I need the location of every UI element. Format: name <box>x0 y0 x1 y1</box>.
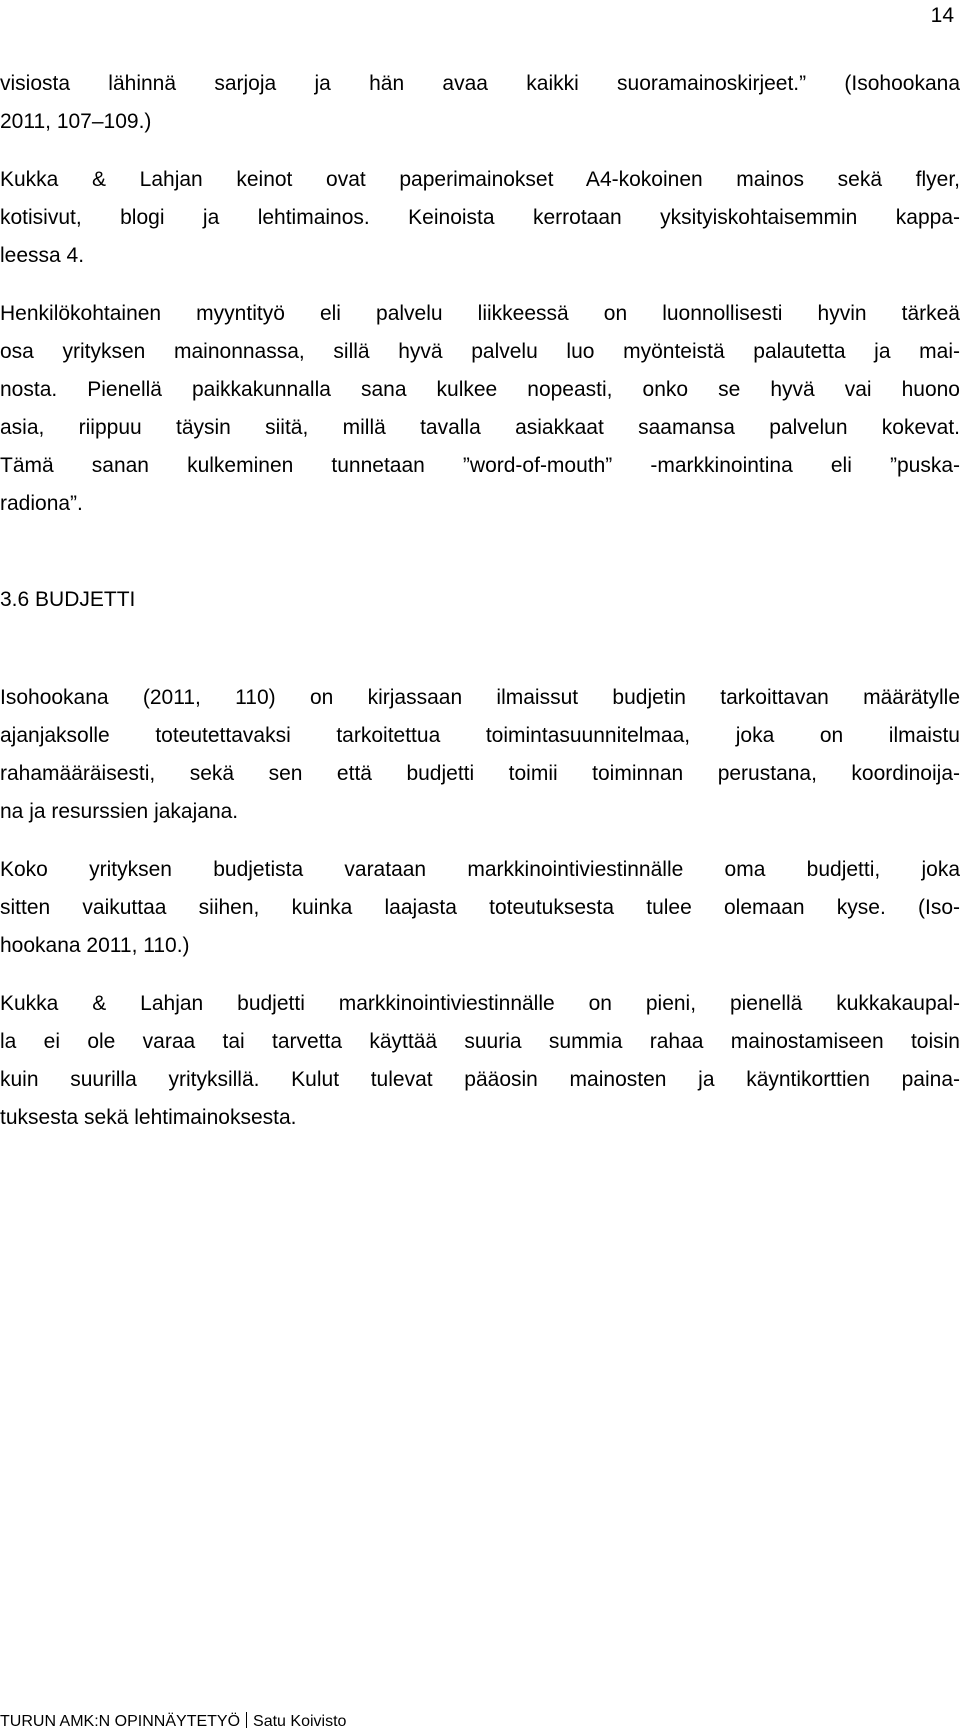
text-line: leessa 4. <box>0 244 85 267</box>
paragraph-quote-end <box>0 70 960 136</box>
paragraph-company-budget <box>0 990 960 1132</box>
paragraph-marketing-budget <box>0 856 960 960</box>
text-line: osa yrityksen mainonnassa, sillä hyvä palvelu luo myönteistä palautetta ja mai- <box>0 340 960 363</box>
text-line: visiosta lähinnä sarjoja ja hän avaa kaikki suoramainoskirjeet.” (Isohookana <box>0 72 960 95</box>
text-line: asia, riippuu täysin siitä, millä tavalla asiakkaat saamansa palvelun kokevat. <box>0 416 960 439</box>
footer-author: Satu Koivisto <box>253 1713 347 1730</box>
text-line: Kukka & Lahjan keinot ovat paperimainokset A4-kokoinen mainos sekä flyer, <box>0 168 960 191</box>
section-heading: 3.6 BUDJETTI <box>0 588 136 611</box>
document-body <box>0 70 960 1132</box>
page-footer <box>0 1712 346 1732</box>
text-line: kuin suurilla yrityksillä. Kulut tulevat pääosin mainosten ja käyntikorttien paina- <box>0 1068 960 1091</box>
paragraph-personal-selling <box>0 300 960 518</box>
text-line: tuksesta sekä lehtimainoksesta. <box>0 1106 297 1129</box>
paragraph-budget-definition <box>0 684 960 826</box>
text-line: Henkilökohtainen myyntityö eli palvelu liikkeessä on luonnollisesti hyvin tärkeä <box>0 302 960 325</box>
text-line: Isohookana (2011, 110) on kirjassaan ilmaissut budjetin tarkoittavan määrätylle <box>0 686 960 709</box>
text-line: nosta. Pienellä paikkakunnalla sana kulkee nopeasti, onko se hyvä vai huono <box>0 378 960 401</box>
text-line: hookana 2011, 110.) <box>0 934 190 957</box>
text-line: 2011, 107–109.) <box>0 110 152 133</box>
text-line: Kukka & Lahjan budjetti markkinointiviestinnälle on pieni, pienellä kukkakaupal- <box>0 992 960 1015</box>
text-line: la ei ole varaa tai tarvetta käyttää suuria summia rahaa mainostamiseen toisin <box>0 1030 960 1053</box>
text-line: ajanjaksolle toteutettavaksi tarkoitettua toimintasuunnitelmaa, joka on ilmaistu <box>0 724 960 747</box>
footer-institution: TURUN AMK:N OPINNÄYTETYÖ <box>0 1713 241 1730</box>
text-line: Tämä sanan kulkeminen tunnetaan ”word-of-mouth” -markkinointina eli ”puska- <box>0 454 960 477</box>
text-line: rahamääräisesti, sekä sen että budjetti toimii toiminnan perustana, koordinoija- <box>0 762 960 785</box>
text-line: kotisivut, blogi ja lehtimainos. Keinoista kerrotaan yksityiskohtaisemmin kappa- <box>0 206 960 229</box>
text-line: na ja resurssien jakajana. <box>0 800 239 823</box>
footer-separator <box>246 1712 247 1728</box>
text-line: sitten vaikuttaa siihen, kuinka laajasta toteutuksesta tulee olemaan kyse. (Iso- <box>0 896 960 919</box>
paragraph-methods <box>0 166 960 270</box>
text-line: Koko yrityksen budjetista varataan markkinointiviestinnälle oma budjetti, joka <box>0 858 960 881</box>
page-number: 14 <box>930 4 954 27</box>
text-line: radiona”. <box>0 492 83 515</box>
